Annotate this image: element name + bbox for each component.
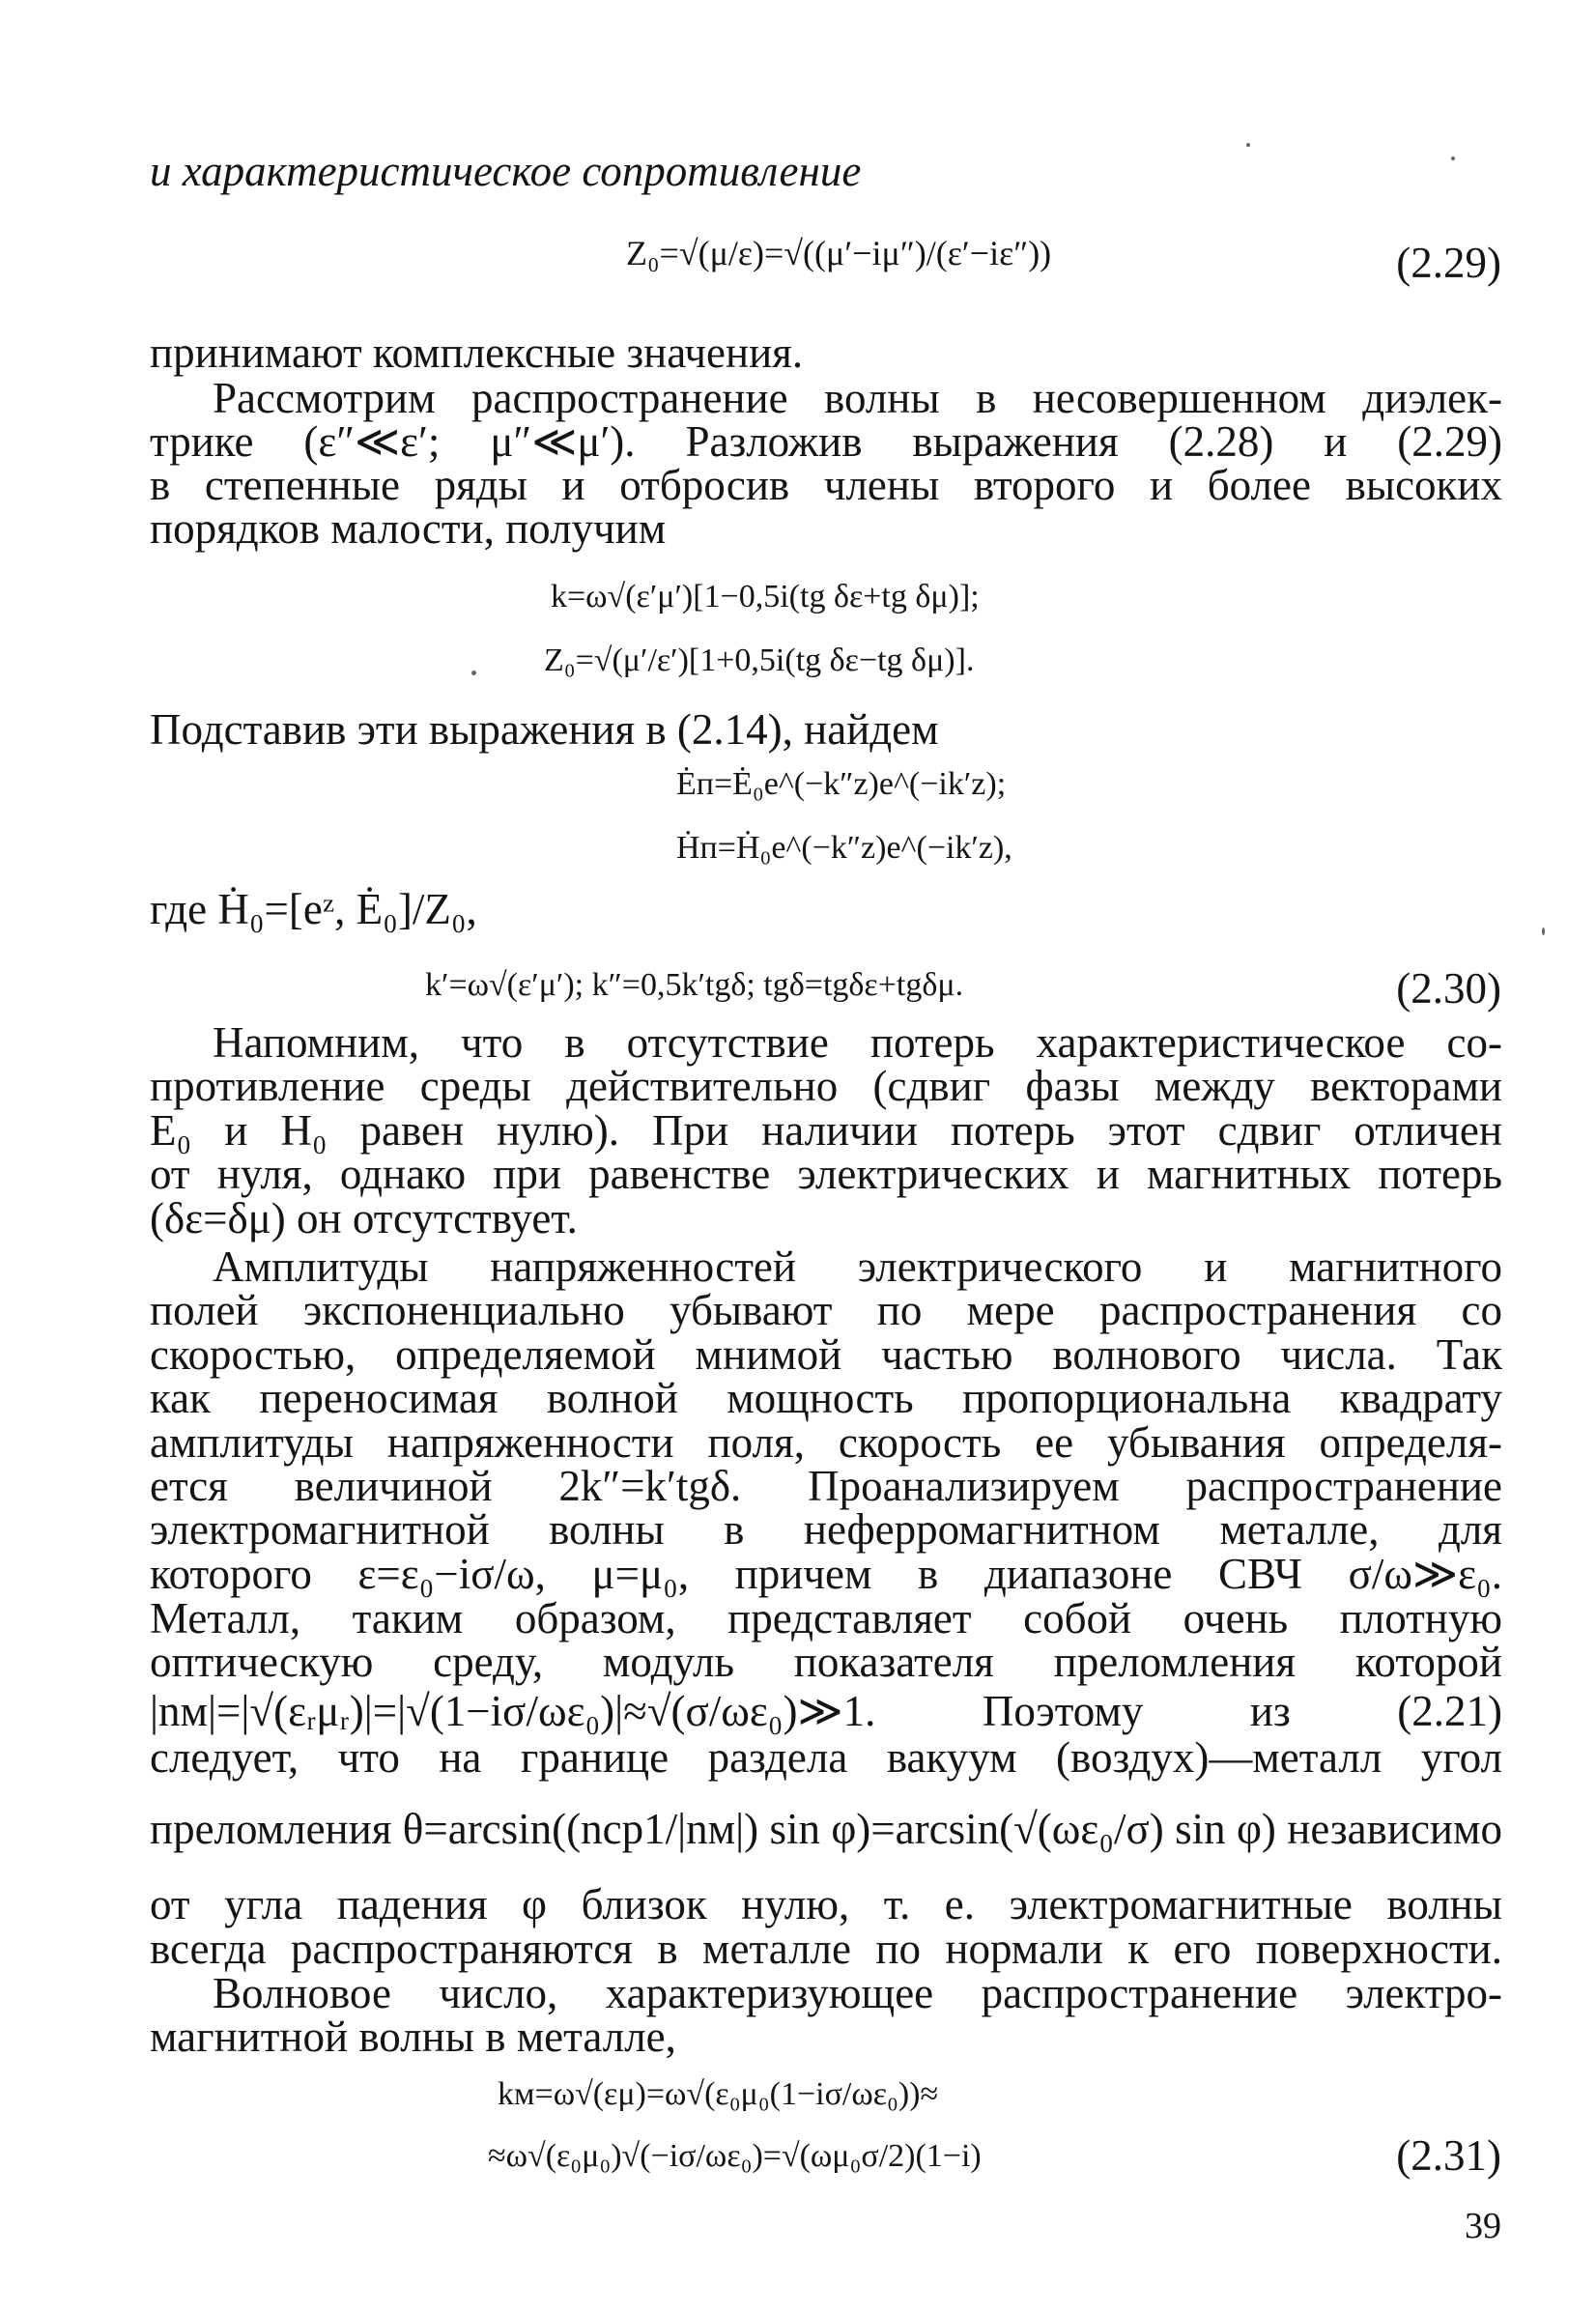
scan-speck xyxy=(1451,157,1455,160)
text-line: где Ḣ₀=[eᶻ, Ė₀]/Z₀, xyxy=(150,885,477,933)
formula-2-31-line2: ≈ω√(ε₀μ₀)√(−iσ/ωε₀)=√(ωμ₀σ/2)(1−i) xyxy=(488,2138,982,2174)
text-line: следует, что на границе раздела вакуум (воздух)—металл угол xyxy=(150,1733,1502,1782)
text-line: в степенные ряды и отбросив члены второго и более высоких xyxy=(150,461,1502,509)
equation-number-2-31: (2.31) xyxy=(1396,2131,1501,2180)
text-line: оптическую среду, модуль показателя преломления которой xyxy=(150,1638,1502,1686)
text-line: полей экспоненциально убывают по мере распространения со xyxy=(150,1286,1502,1334)
text-line: принимают комплексные значения. xyxy=(150,328,804,377)
text-line: от угла падения φ близок нулю, т. е. электромагнитные волны xyxy=(150,1880,1502,1928)
formula-2-31-line1: kм=ω√(εμ)=ω√(ε₀μ₀(1−iσ/ωε₀))≈ xyxy=(498,2076,939,2112)
text-line: всегда распространяются в металле по нормали к его поверхности. xyxy=(150,1925,1502,1973)
formula-2-29: Z₀=√(μ/ε)=√((μ′−iμ″)/(ε′−iε″)) xyxy=(626,234,1052,272)
formula-h: Ḣп=Ḣ₀e^(−k″z)e^(−ik′z), xyxy=(676,830,1012,866)
text-line: от нуля, однако при равенстве электрических и магнитных потерь xyxy=(150,1150,1502,1198)
text-line: Волновое число, характеризующее распространение электро- xyxy=(213,1969,1502,2017)
text-line: порядков малости, получим xyxy=(150,504,667,553)
equation-number-2-29: (2.29) xyxy=(1396,239,1501,287)
scan-speck xyxy=(1542,928,1545,935)
text-line: Напомним, что в отсутствие потерь характеристическое со- xyxy=(213,1018,1502,1067)
text-line: Металл, таким образом, представляет собой очень плотную xyxy=(150,1594,1502,1642)
text-line: и характеристическое сопротивление xyxy=(150,147,862,195)
text-line: |nм|=|√(εᵣμᵣ)|=|√(1−iσ/ωε₀)|≈√(σ/ωε₀)≫1. Поэтому из (2.21) xyxy=(150,1687,1502,1735)
text-line: Подставив эти выражения в (2.14), найдем xyxy=(150,705,939,754)
text-line: трике (ε″≪ε′; μ″≪μ′). Разложив выражения (2.28) и (2.29) xyxy=(150,417,1502,466)
text-line: (δε=δμ) он отсутствует. xyxy=(150,1194,578,1242)
text-line: которого ε=ε₀−iσ/ω, μ=μ₀, причем в диапазоне СВЧ σ/ω≫ε₀. xyxy=(150,1550,1502,1598)
text-line: ется величиной 2k″=k′tgδ. Проанализируем распространение xyxy=(150,1462,1502,1510)
text-line: скоростью, определяемой мнимой частью волнового числа. Так xyxy=(150,1330,1502,1379)
formula-k: k=ω√(ε′μ′)[1−0,5i(tg δε+tg δμ)]; xyxy=(551,579,980,614)
text-line: Амплитуды напряженностей электрического и магнитного xyxy=(213,1242,1502,1291)
page-number: 39 xyxy=(1465,2206,1501,2246)
text-line: E₀ и H₀ равен нулю). При наличии потерь этот сдвиг отличен xyxy=(150,1106,1502,1155)
text-line: амплитуды напряженности поля, скорость ее убывания определя- xyxy=(150,1418,1502,1467)
formula-z0: Z₀=√(μ′/ε′)[1+0,5i(tg δε−tg δμ)]. xyxy=(544,642,975,678)
scan-speck xyxy=(471,671,476,675)
text-line: преломления θ=arcsin((nср1/|nм|) sin φ)=arcsin(√(ωε₀/σ) sin φ) независимо xyxy=(150,1805,1502,1853)
text-line: электромагнитной волны в неферромагнитном металле, для xyxy=(150,1505,1502,1554)
formula-e: Ėп=Ė₀e^(−k″z)e^(−ik′z); xyxy=(676,766,1007,802)
text-line: противление среды действительно (сдвиг фазы между векторами xyxy=(150,1062,1502,1110)
text-line: как переносимая волной мощность пропорциональна квадрату xyxy=(150,1374,1502,1422)
formula-2-30: k′=ω√(ε′μ′); k″=0,5k′tgδ; tgδ=tgδε+tgδμ. xyxy=(425,967,964,1003)
text-line: магнитной волны в металле, xyxy=(150,2013,676,2061)
text-line: Рассмотрим распространение волны в несовершенном диэлек- xyxy=(213,374,1502,422)
equation-number-2-30: (2.30) xyxy=(1396,964,1501,1013)
scan-speck xyxy=(1246,143,1250,147)
